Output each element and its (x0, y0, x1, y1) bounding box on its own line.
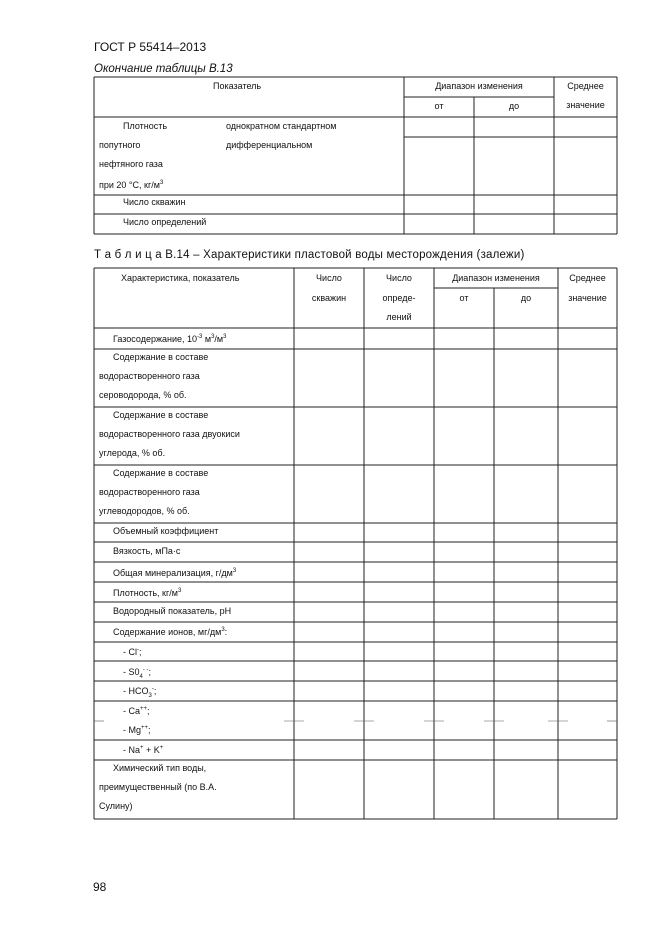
t14-col-range: Диапазон изменения (452, 273, 540, 283)
t14-col-det-l2: опреде- (382, 293, 416, 303)
t14-row-density: Плотность, $кг/м^3$ (113, 588, 182, 598)
t14-row-h2s-l1: Содержание в составе (113, 352, 209, 362)
t13-determinations: Число определений (123, 217, 207, 227)
t14-col-wells-l2: скважин (311, 293, 347, 303)
t14-row-hco3: - $HCO_3^-$; (123, 686, 157, 699)
t14-row-ions: Содержание ионов, $мг/дм^3$: (113, 627, 228, 637)
t14-row-so4: - $S0_4^{- -}$; (123, 667, 152, 680)
t14-col-char: Характеристика, показатель (121, 273, 240, 283)
t14-row-water-type-l1: Химический тип воды, (113, 763, 207, 773)
t14-row-cl: - Cl-; (123, 647, 142, 657)
t14-col-det-l3: лений (386, 312, 412, 322)
t14-row-ph: Водородный показатель, pH (113, 606, 232, 616)
t14-col-avg-l2: значение (568, 293, 607, 303)
t14-col-avg-l1: Среднее (569, 273, 606, 283)
t14-row-mg: - Mg++; (123, 725, 151, 735)
t13-col-indicator: Показатель (213, 81, 262, 91)
t14-row-h2s-l3: сероводорода, % об. (99, 390, 187, 400)
t14-row-gas-content: Газосодержание, $10^{-3}$ $м^3/м^3$ (113, 334, 227, 344)
t14-row-na-k: - Na+ + K+ (123, 745, 164, 755)
page-number: 98 (93, 880, 107, 894)
t13-col-from: от (434, 101, 444, 111)
t13-method-single: однократном стандартном (226, 121, 337, 131)
t14-row-volume-factor: Объемный коэффициент (113, 526, 219, 536)
table13-continuation-caption: Окончание таблицы В.13 (94, 63, 233, 75)
t14-row-hc-l3: углеводородов, % об. (99, 506, 190, 516)
t13-col-range: Диапазон изменения (435, 81, 523, 91)
t14-row-mineralization: Общая минерализация, $г/дм^3$ (113, 568, 237, 578)
standard-number: ГОСТ Р 55414–2013 (94, 40, 207, 54)
t14-row-h2s-l2: водорастворенного газа (99, 371, 200, 381)
t13-col-avg-l2: значение (566, 100, 605, 110)
t14-row-viscosity: Вязкость, мПа·с (113, 546, 181, 556)
t14-col-wells-l1: Число (316, 273, 342, 283)
t14-row-co2-l1: Содержание в составе (113, 410, 209, 420)
t14-row-co2-l3: углерода, % об. (99, 448, 166, 458)
t13-wells: Число скважин (123, 197, 186, 207)
t13-col-avg-l1: Среднее (567, 81, 604, 91)
t13-method-differential: дифференциальном (226, 140, 313, 150)
t14-row-ca: - Ca++; (123, 706, 150, 716)
t14-row-co2-l2: водорастворенного газа двуокиси (99, 429, 240, 439)
t14-col-det-l1: Число (386, 273, 412, 283)
t13-col-to: до (508, 101, 520, 111)
table14-caption: Т а б л и ц а В.14 – Характеристики пластовой воды месторождения (залежи) (94, 249, 525, 261)
t14-row-hc-l1: Содержание в составе (113, 468, 209, 478)
t14-row-hc-l2: водорастворенного газа (99, 487, 200, 497)
t13-density-l3: нефтяного газа (99, 159, 163, 169)
t14-col-to: до (520, 293, 532, 303)
t13-density-l2: попутного (99, 140, 141, 150)
t14-row-water-type-l3: Сулину) (99, 801, 133, 811)
t13-density-l4: при 20 °С, $кг/м^3$ (99, 180, 164, 190)
t13-density-l1: Плотность (123, 121, 168, 131)
t14-col-from: от (459, 293, 469, 303)
t14-row-water-type-l2: преимущественный (по В.А. (99, 782, 217, 792)
